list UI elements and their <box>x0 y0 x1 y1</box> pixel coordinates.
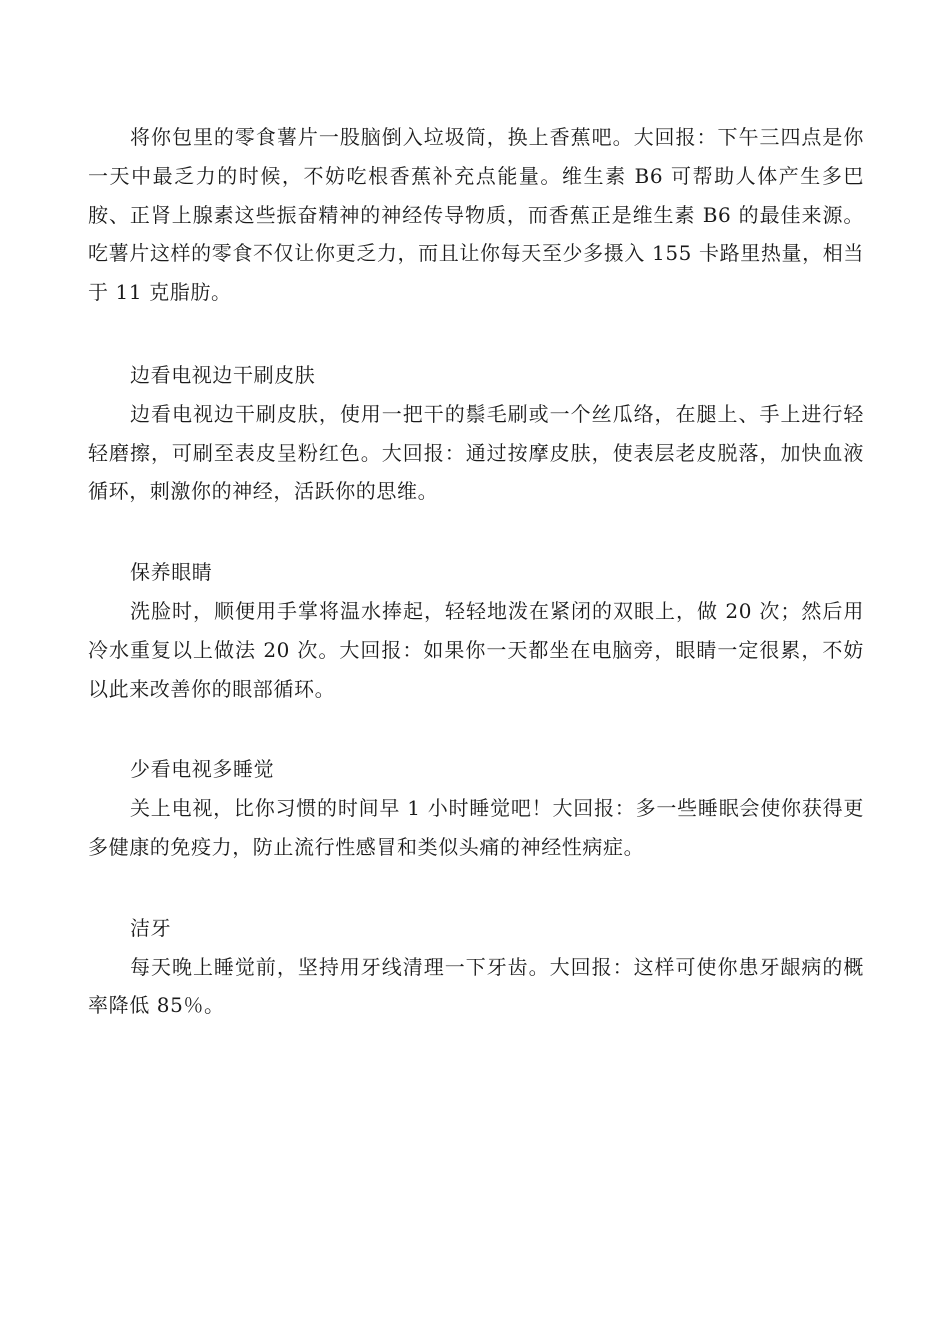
section-heading: 保养眼睛 <box>130 560 213 585</box>
section-body: 每天晚上睡觉前，坚持用牙线清理一下牙齿。大回报：这样可使你患牙龈病的概率降低 85％。 <box>88 954 864 1018</box>
section-heading: 少看电视多睡觉 <box>130 757 275 782</box>
section-teeth-cleaning <box>88 909 864 1025</box>
section-heading: 洁牙 <box>130 915 172 940</box>
section-more-sleep <box>88 750 864 866</box>
section-body: 洗脸时，顺便用手掌将温水捧起，轻轻地泼在紧闭的双眼上，做 20 次；然后用冷水重复以上做法 20 次。大回报：如果你一天都坐在电脑旁，眼睛一定很累，不妨以此来改善你的眼部循环。 <box>88 598 864 701</box>
section-heading: 边看电视边干刷皮肤 <box>130 362 316 387</box>
section-body: 边看电视边干刷皮肤，使用一把干的鬃毛刷或一个丝瓜络，在腿上、手上进行轻轻磨擦，可刷至表皮呈粉红色。大回报：通过按摩皮肤，使表层老皮脱落，加快血液循环，刺激你的神经，活跃你的思维。 <box>88 401 864 504</box>
intro-paragraph: 将你包里的零食薯片一股脑倒入垃圾筒，换上香蕉吧。大回报：下午三四点是你一天中最乏力的时候，不妨吃根香蕉补充点能量。维生素 B6 可帮助人体产生多巴胺、正肾上腺素这些振奋精神的神经传导物质，而香蕉正是维生素 B6 的最佳来源。吃薯片这样的零食不仅让你更乏力，而且让你每天至少多摄入 155 卡路里热量，相当于 11 克脂肪。 <box>88 125 864 305</box>
section-skin-brushing <box>88 356 864 511</box>
section-body: 关上电视，比你习惯的时间早 1 小时睡觉吧！大回报：多一些睡眠会使你获得更多健康的免疫力，防止流行性感冒和类似头痛的神经性病症。 <box>88 796 864 859</box>
section-eye-care <box>88 553 864 708</box>
document-page <box>88 118 864 1025</box>
